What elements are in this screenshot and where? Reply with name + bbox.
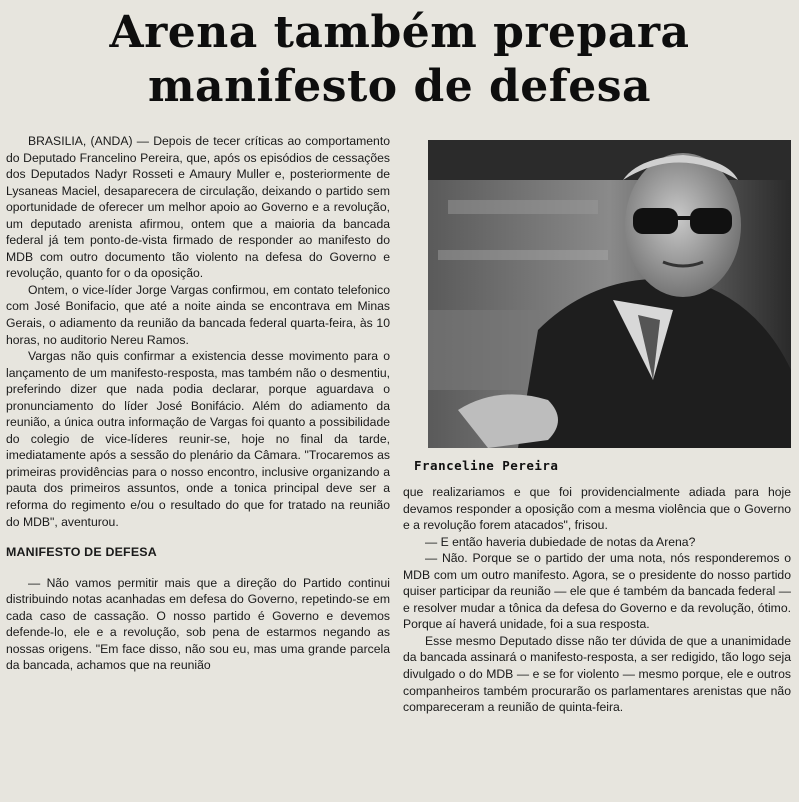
paragraph: — Não vamos permitir mais que a direção do Partido continui distribuindo notas acanhadas em defesa do Governo, repetindo-se em cada caso de cassação. O nosso partido é Governo e devemos defende-lo, ele e a revolução, sob pena de estarmos negando as nossas origens. "Em face disso, não sou eu, mas uma grande parcela da bancada, achamos que na reunião [6, 575, 390, 673]
paragraph: BRASILIA, (ANDA) — Depois de tecer críticas ao comportamento do Deputado Francelino Pereira, que, após os episódios de cessações dos Deputados Nadyr Rosseti e Amaury Muller e, posteriormente de Lysaneas Maciel, desaparecera de circulação, deixando o partido sem oportunidade de oferecer um melhor apoio ao Governo e a revolução, um deputado arenista afirmou, ontem que a maioria da bancada federal já tem ponto-de-vista firmado de responder ao manifesto do MDB com outro documento tão violento na defesa do Governo e revolução, quanto for o da oposição. [6, 134, 390, 281]
paragraph: que realizariamos e que foi providencialmente adiada para hoje devamos responder a oposição com a mesma violência que o Governo e a revolução forem atacados", frisou. [403, 485, 791, 533]
headline-line-1: Arena também prepara [109, 7, 690, 58]
portrait-photo [428, 140, 791, 448]
article-column-left [6, 133, 390, 674]
paragraph: — E então haveria dubiedade de notas da Arena? [425, 534, 696, 549]
headline [0, 6, 799, 114]
section-subhead: MANIFESTO DE DEFESA [6, 545, 157, 560]
paragraph: Esse mesmo Deputado disse não ter dúvida de que a unanimidade da bancada assinará o manifesto-resposta, a ser redigido, tão logo seja divulgado o do MDB — e se for violento — mesmo porque, ele e outros companheiros também procurarão os parlamentares arenistas que não compareceram a reunião de quinta-feira. [403, 633, 791, 715]
paragraph: — Não. Porque se o partido der uma nota, nós responderemos o MDB com um outro manifesto. Agora, se o presidente do nosso partido quiser participar da reunião — ele que é também da bancada federal — e resolver mudar a tônica da defesa do Governo e da revolução, ótimo. Porque aí haverá unidade, foi a sua resposta. [403, 551, 791, 632]
headline-line-2: manifesto de defesa [148, 61, 651, 112]
portrait-image [428, 140, 791, 448]
paragraph: Ontem, o vice-líder Jorge Vargas confirmou, em contato telefonico com José Bonifacio, que até a noite ainda se encontrava em Minas Gerais, o adiamento da reunião da bancada federal quarta-feira, às 10 horas, no auditorio Nereu Ramos. [6, 282, 390, 347]
paragraph: Vargas não quis confirmar a existencia desse movimento para o lançamento de um manifesto-resposta, mas também não o desmentiu, preferindo dizer que nada podia declarar, porque aguardava o pronunciamento do líder José Bonifácio. Além do adiamento da reunião, a única outra informação de Vargas foi quanto a possibilidade do colegio de vice-líderes reunir-se, hoje no final da tarde, imediatamente após a sessão do plenário da Câmara. "Trocaremos as primeiras providências para o nosso encontro, inclusive organizando a pauta dos primeiros assuntos, onde a tonica principal deve ser a reforma do regimento e/ou o resultado do que for tratado na reunião do MDB", aventurou. [6, 349, 390, 529]
photo-caption: Franceline Pereira [414, 458, 559, 473]
article-column-right [403, 484, 791, 716]
